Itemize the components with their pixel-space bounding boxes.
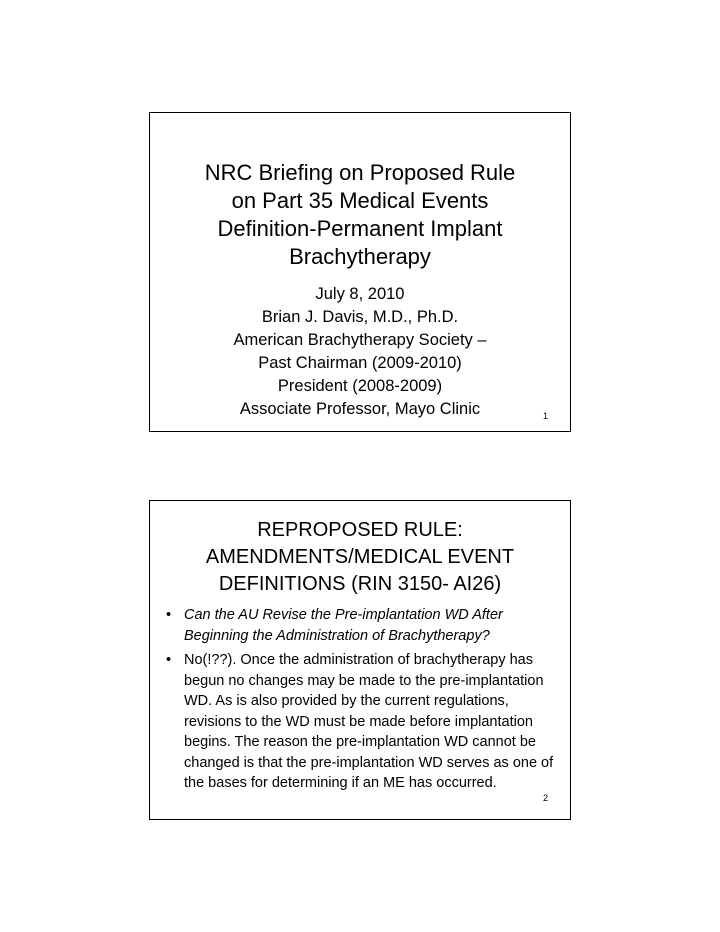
slide-number: 2 — [542, 793, 548, 803]
bullet-text: Can the AU Revise the Pre-implantation WD After Beginning the Administration of Brachytherapy? — [184, 607, 503, 644]
slide-2-title — [150, 517, 570, 598]
bullet-text: No(!??). Once the administration of brachytherapy has begun no changes may be made to the pre-implantation WD. As is also provided by the current regulations, revisions to the WD must be made before implantation begins. The reason the pre-implantation WD cannot be changed is that the pre-implantation WD serves as one of the bases for determining if an ME has occurred. — [184, 652, 554, 791]
presenter-role: President (2008-2009) — [277, 377, 443, 395]
slide-2-title-line: REPROPOSED RULE: — [257, 519, 463, 541]
slide-1-title-line: on Part 35 Medical Events — [231, 188, 489, 213]
presenter-name: Brian J. Davis, M.D., Ph.D. — [261, 308, 459, 326]
presenter-role: Associate Professor, Mayo Clinic — [239, 400, 481, 418]
slide-2 — [149, 500, 571, 820]
presenter-affiliation: American Brachytherapy Society – — [233, 331, 487, 349]
slide-2-title-line: DEFINITIONS (RIN 3150- AI26) — [218, 573, 502, 595]
presentation-date: July 8, 2010 — [315, 285, 405, 303]
slide-number: 1 — [542, 411, 548, 421]
bullet-marker: • — [166, 652, 172, 668]
slide-1-subtitle — [150, 283, 570, 421]
slide-1-title-line: Brachytherapy — [289, 244, 431, 269]
slide-1-title-line: Definition-Permanent Implant — [217, 216, 503, 241]
slide-1-title — [150, 159, 570, 271]
slide-1-title-line: NRC Briefing on Proposed Rule — [204, 160, 516, 185]
bullet-item — [164, 605, 560, 646]
slide-2-title-line: AMENDMENTS/MEDICAL EVENT — [205, 546, 515, 568]
bullet-item — [164, 650, 560, 794]
bullet-list — [164, 605, 560, 798]
presenter-role: Past Chairman (2009-2010) — [258, 354, 462, 372]
bullet-marker: • — [166, 607, 172, 623]
slide-1 — [149, 112, 571, 432]
